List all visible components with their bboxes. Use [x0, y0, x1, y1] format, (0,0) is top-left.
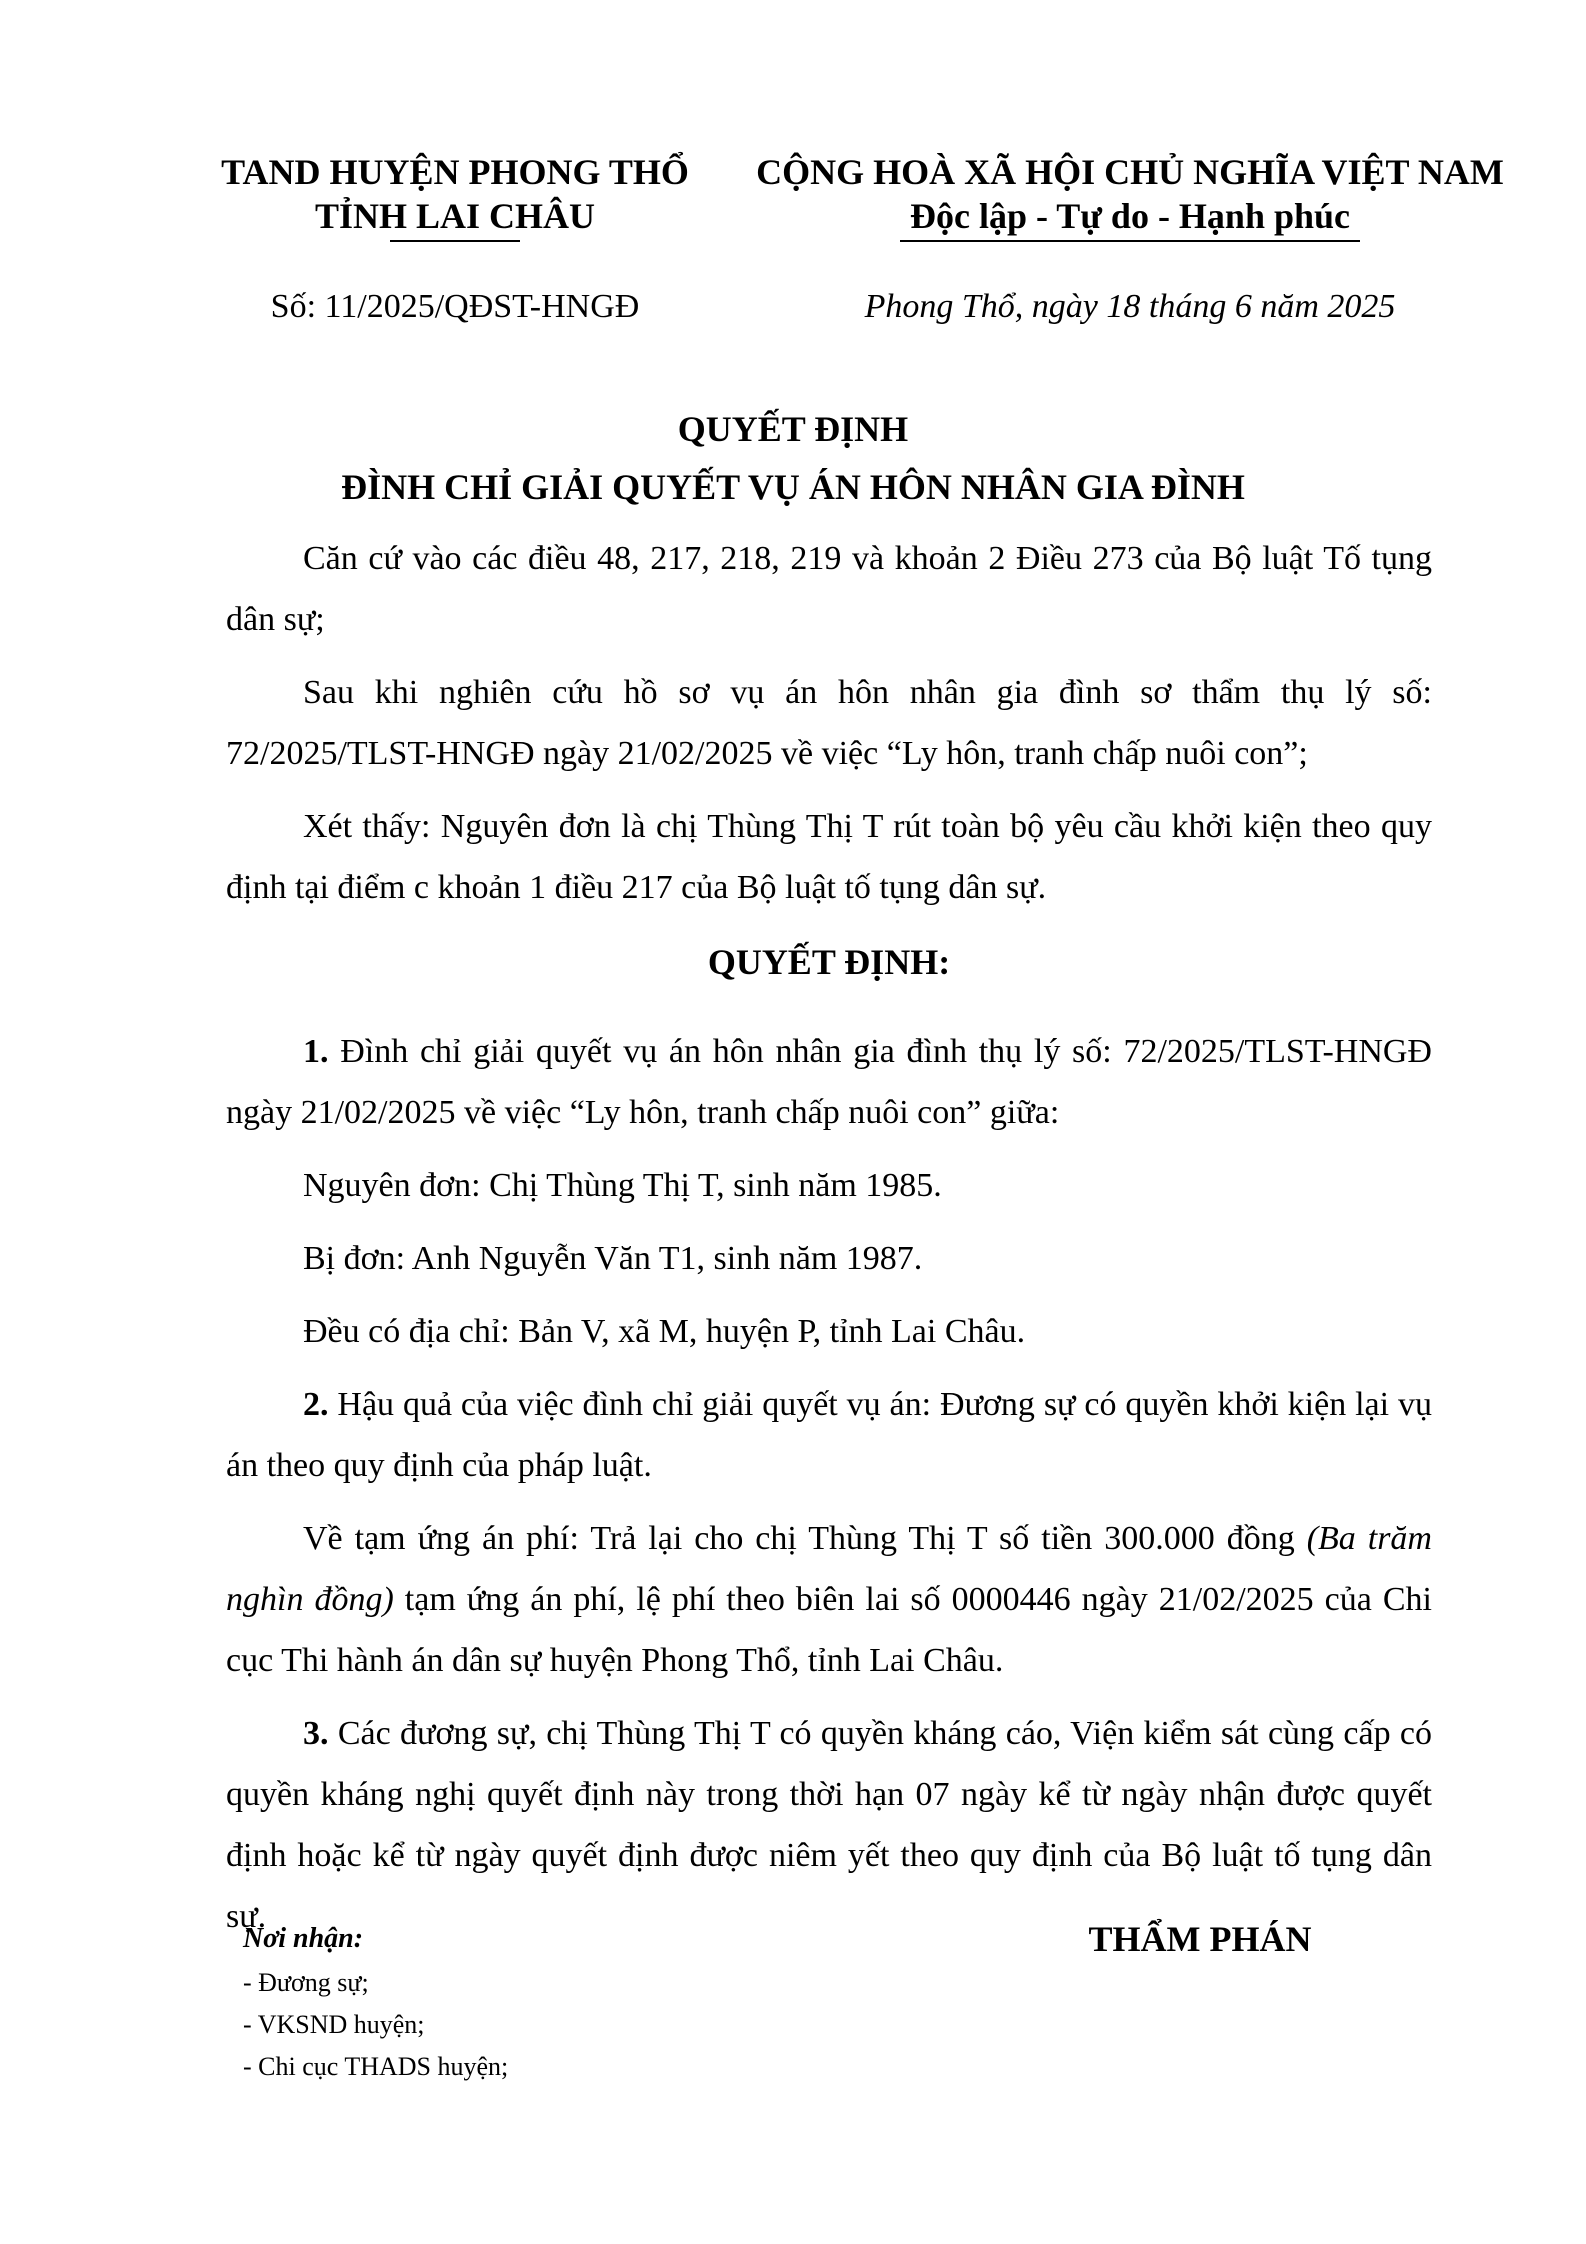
national-header	[750, 150, 1510, 242]
grounds-paragraph-3: Xét thấy: Nguyên đơn là chị Thùng Thị T rút toàn bộ yêu cầu khởi kiện theo quy định tại điểm c khoản 1 điều 217 của Bộ luật tố tụng dân sự.	[226, 808, 1432, 906]
document-number: Số: 11/2025/QĐST-HNGĐ	[270, 288, 640, 325]
court-province: TỈNH LAI CHÂU	[314, 196, 596, 236]
recipients-title: Nơi nhận:	[243, 1923, 364, 1954]
recipient-item: - VKSND huyện;	[243, 2010, 425, 2039]
item-2-text: Hậu quả của việc đình chỉ giải quyết vụ án: Đương sự có quyền khởi kiện lại vụ án theo quy định của pháp luật.	[226, 1386, 1432, 1484]
document-title	[220, 400, 1366, 516]
address-line: Đều có địa chỉ: Bản V, xã M, huyện P, tỉnh Lai Châu.	[303, 1313, 1026, 1350]
decision-heading: QUYẾT ĐỊNH:	[707, 942, 951, 982]
fee-text-end: tạm ứng án phí, lệ phí theo biên lai số 0000446 ngày 21/02/2025 của Chi cục Thi hành án dân sự huyện Phong Thổ, tỉnh Lai Châu.	[226, 1581, 1432, 1679]
recipient-item: - Chi cục THADS huyện;	[243, 2052, 509, 2081]
item-3-text: Các đương sự, chị Thùng Thị T có quyền kháng cáo, Viện kiểm sát cùng cấp có quyền kháng nghị quyết định này trong thời hạn 07 ngày kể từ ngày nhận được quyết định hoặc kể từ ngày quyết định được niêm yết theo quy định của Bộ luật tố tụng dân sự.	[226, 1715, 1432, 1935]
recipients-block	[243, 1918, 803, 2088]
item-1-text: Đình chỉ giải quyết vụ án hôn nhân gia đình thụ lý số: 72/2025/TLST-HNGĐ ngày 21/02/2025 về việc “Ly hôn, tranh chấp nuôi con” giữa:	[226, 1033, 1432, 1131]
item-2-number: 2.	[303, 1386, 329, 1423]
fee-paragraph	[226, 1508, 1432, 1691]
grounds-paragraph-1: Căn cứ vào các điều 48, 217, 218, 219 và khoản 2 Điều 273 của Bộ luật Tố tụng dân sự;	[226, 540, 1432, 638]
decision-item-2	[226, 1374, 1432, 1496]
grounds-paragraph-2: Sau khi nghiên cứu hồ sơ vụ án hôn nhân gia đình sơ thẩm thụ lý số: 72/2025/TLST-HNGĐ ngày 21/02/2025 về việc “Ly hôn, tranh chấp nuôi con”;	[226, 674, 1432, 772]
fee-amount-words: (Ba trăm nghìn đồng)	[226, 1520, 1432, 1618]
item-1-number: 1.	[303, 1033, 329, 1070]
national-motto-underline	[900, 240, 1360, 242]
document-body	[226, 528, 1432, 1959]
defendant-line: Bị đơn: Anh Nguyễn Văn T1, sinh năm 1987.	[303, 1240, 923, 1277]
signer-title: THẨM PHÁN	[1088, 1919, 1312, 1959]
national-title: CỘNG HOÀ XÃ HỘI CHỦ NGHĨA VIỆT NAM	[756, 152, 1504, 192]
national-motto: Độc lập - Tự do - Hạnh phúc	[909, 196, 1351, 236]
court-name: TAND HUYỆN PHONG THỔ	[221, 152, 689, 192]
court-header-underline	[390, 240, 520, 242]
court-header	[180, 150, 730, 242]
fee-text-start: Về tạm ứng án phí: Trả lại cho chị Thùng Thị T số tiền 300.000 đồng	[303, 1520, 1307, 1557]
title-line-1: QUYẾT ĐỊNH	[677, 409, 909, 449]
decision-item-3	[226, 1703, 1432, 1947]
recipient-item: - Đương sự;	[243, 1968, 369, 1997]
decision-item-1	[226, 1021, 1432, 1143]
place-date: Phong Thổ, ngày 18 tháng 6 năm 2025	[864, 288, 1396, 325]
item-3-number: 3.	[303, 1715, 329, 1752]
title-line-2: ĐÌNH CHỈ GIẢI QUYẾT VỤ ÁN HÔN NHÂN GIA ĐÌNH	[341, 467, 1245, 507]
plaintiff-line: Nguyên đơn: Chị Thùng Thị T, sinh năm 1985.	[303, 1167, 942, 1204]
